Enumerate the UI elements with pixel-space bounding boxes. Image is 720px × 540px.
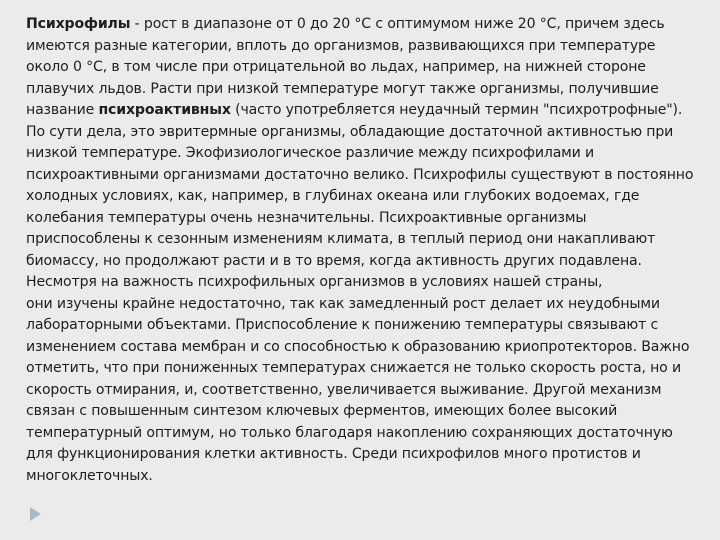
term-psychrophiles: Психрофилы xyxy=(26,16,131,32)
paragraph-psychrophiles xyxy=(26,14,702,294)
paragraph-continuation: они изучены крайне недостаточно, так как замедленный рост делает их неудобными лабораторными объектами. Приспособление к понижению температуры связывают с изменением состава мембран и со способностью к образованию криопротекторов. Важно отметить, что при пониженных температурах снижается не только скорость роста, но и скорость отмирания, и, соответственно, увеличивается выживание. Другой механизм связан с повышенным синтезом ключевых ферментов, имеющих более высокий температурный оптимум, но только благодаря накоплению сохраняющих достаточную для функционирования клетки активность. Среди психрофилов много протистов и многоклеточных. xyxy=(26,295,690,484)
triangle-bullet-icon xyxy=(30,507,41,521)
slide-text xyxy=(26,14,702,487)
paragraph-text-2: (часто употребляется неудачный термин "психротрофные"). По сути дела, это эвритермные организмы, обладающие достаточной активностью при низкой температуре. Экофизиологическое различие между психрофилами и психроактивными организмами достаточно велико. Психрофилы существуют в постоянно холодных условиях, как, например, в глубинах океана или глубоких водоемах, где колебания температуры очень незначительны. Психроактивные организмы приспособлены к сезонным изменениям климата, в теплый период они накапливают биомассу, но продолжают расти и в то время, когда активность других подавлена. Несмотря на важность психрофильных организмов в условиях нашей страны, xyxy=(26,102,694,290)
term-psychroactive: психроактивных xyxy=(98,102,231,118)
paragraph-text-1: - рост в диапазоне от 0 до 20 °С с оптимумом ниже 20 °С, причем здесь имеются разные категории, вплоть до организмов, развивающихся при температуре около 0 °С, в том числе при отрицательной во льдах, например, на нижней стороне плавучих льдов. Расти при низкой температуре могут также организмы, получившие название xyxy=(26,16,665,118)
